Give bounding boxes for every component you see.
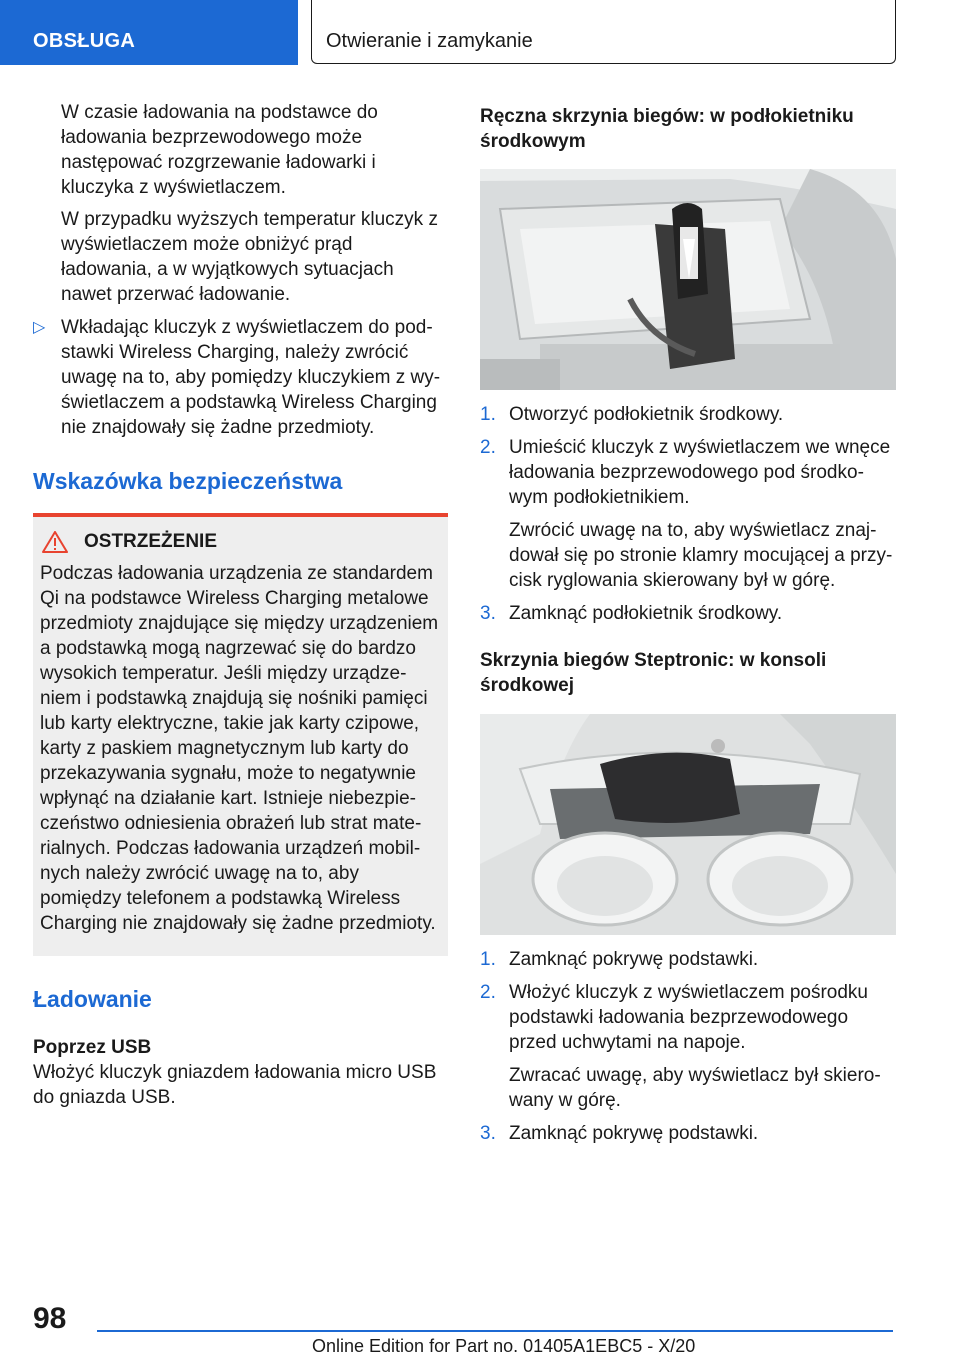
paragraph: W przypadku wyższych temperatur kluczyk z wyświetlaczem może obniżyć prąd ładowania, a w wyjątkowych sytuacjach nawet przerwać ładowanie. xyxy=(61,209,438,305)
list-item xyxy=(480,1121,896,1146)
step-number: 3. xyxy=(480,1123,496,1144)
manual-heading: Ręczna skrzynia biegów: w podłokietniku środkowym xyxy=(480,106,854,152)
step-text: Otworzyć podłokietnik środkowy. xyxy=(509,404,784,425)
step-text: Umieścić kluczyk z wyświetlaczem we wnęce ładowania bezprzewodowego pod środkowym podłokietnikiem. xyxy=(509,437,891,508)
step-number: 1. xyxy=(480,949,496,970)
section-label: OBSŁUGA xyxy=(33,30,136,52)
triangle-bullet-icon: ▷ xyxy=(33,319,46,336)
step-text: Zamknąć pokrywę podstawki. xyxy=(509,949,759,970)
armrest-photo xyxy=(480,169,896,390)
warning-title-row xyxy=(40,531,441,553)
list-item xyxy=(480,601,896,626)
usb-text: Włożyć kluczyk gniazdem ładowania micro USB do gniazda USB. xyxy=(33,1062,437,1108)
step-text: Zamknąć pokrywę podstawki. xyxy=(509,1123,759,1144)
safety-heading: Wskazówka bezpieczeństwa xyxy=(33,468,343,494)
edition-text: Online Edition for Part no. 01405A1EBC5 - X/20 xyxy=(312,1336,696,1356)
warning-triangle-icon xyxy=(42,531,68,553)
console-photo xyxy=(480,714,896,935)
topic-tab[interactable] xyxy=(311,0,896,64)
warning-text: Podczas ładowania urządzenia ze standardem Qi na podstawce Wireless Charging metalowe przedmioty znajdujące się między urządzeniem a podstawką mogą nagrzewać się do bardzo wysokich temperatur. Jeśli między urządzeniem i podstawką znajdują się nośniki pamięci lub karty elektryczne, takie jak karty czipowe, karty z paskiem magnetycznym lub karty do przekazywania sygnału, może to negatywnie wpłynąć na działanie kart. Istnieje niebezpieczeństwo odniesienia obrażeń lub strat materialnych. Podczas ładowania urządzeń mobilnych należy zwrócić uwagę na to, aby pomiędzy telefonem a podstawką Wireless Charging nie znajdowały się żadne przedmioty. xyxy=(40,563,439,934)
steptronic-heading: Skrzynia biegów Steptronic: w konsoli środkowej xyxy=(480,650,827,696)
usb-heading: Poprzez USB xyxy=(33,1037,152,1058)
page-number: 98 xyxy=(33,1302,67,1335)
warning-title: OSTRZEŻENIE xyxy=(84,531,218,552)
bullet-text: Wkładając kluczyk z wyświetlaczem do podstawki Wireless Charging, należy zwrócić uwagę na to, aby pomiędzy kluczykiem z wyświetlaczem a podstawką Wireless Charging nie znajdowały się żadne przedmioty. xyxy=(61,317,441,438)
topic-label: Otwieranie i zamykanie xyxy=(326,30,533,52)
footer-divider xyxy=(97,1330,893,1332)
right-column xyxy=(480,104,896,1146)
section-tab[interactable] xyxy=(0,0,298,65)
steptronic-step-list xyxy=(480,947,896,1146)
warning-box xyxy=(33,513,448,956)
step-number: 1. xyxy=(480,404,496,425)
bullet-item xyxy=(33,315,448,440)
list-item xyxy=(480,980,896,1055)
manual-step-list xyxy=(480,402,896,626)
step-text: Włożyć kluczyk z wyświetlaczem pośrodku podstawki ładowania bezprzewodowego przed uchwytami na napoje. xyxy=(509,982,868,1053)
step-text: Zamknąć podłokietnik środkowy. xyxy=(509,603,783,624)
step-number: 2. xyxy=(480,437,496,458)
step-number: 2. xyxy=(480,982,496,1003)
list-item xyxy=(480,402,896,427)
step-note: Zwracać uwagę, aby wyświetlacz był skierowany w górę. xyxy=(509,1065,881,1111)
left-column xyxy=(33,100,448,1110)
list-item xyxy=(480,947,896,972)
paragraph: W czasie ładowania na podstawce do ładowania bezprzewodowego może następować rozgrzewanie ładowarki i kluczyka z wyświetlaczem. xyxy=(61,102,378,198)
charging-heading: Ładowanie xyxy=(33,986,152,1012)
list-item xyxy=(480,435,896,510)
step-number: 3. xyxy=(480,603,496,624)
step-note: Zwrócić uwagę na to, aby wyświetlacz znajdował się po stronie klamry mocującej a przycisk ryglowania skierowany był w górę. xyxy=(509,520,893,591)
